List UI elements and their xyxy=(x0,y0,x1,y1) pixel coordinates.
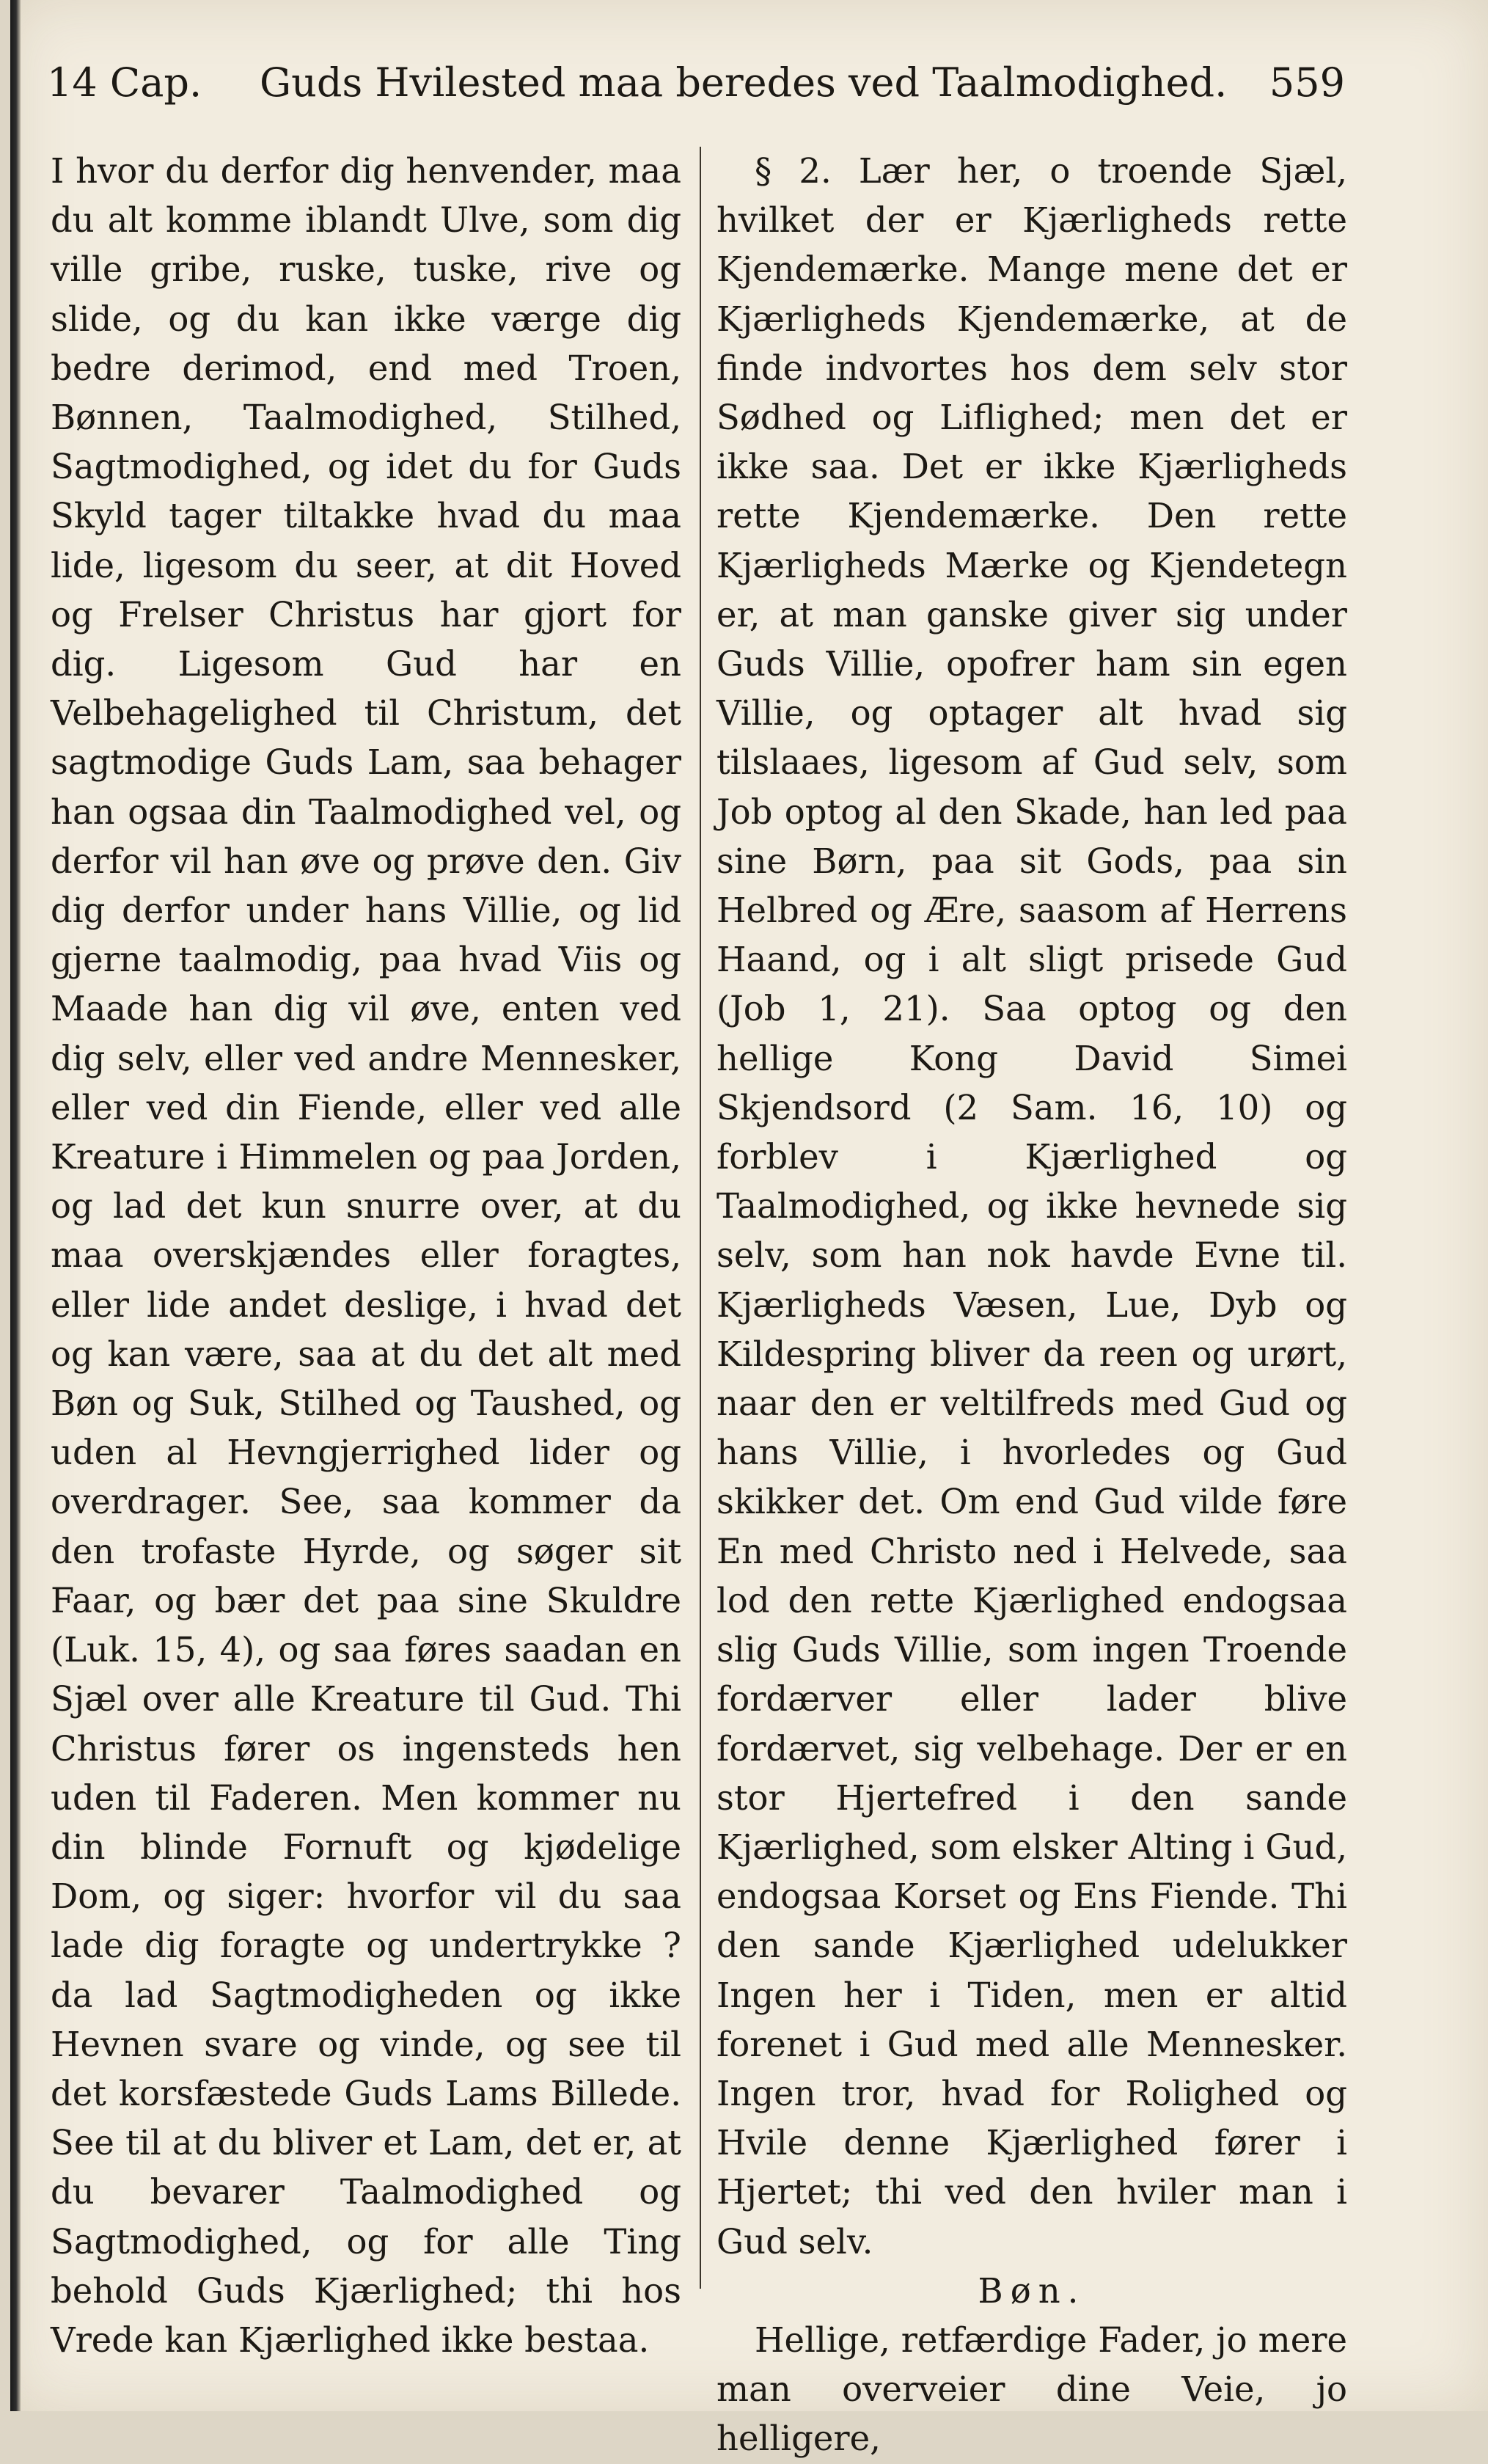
prayer-heading: Bøn. xyxy=(978,2270,1086,2311)
running-header xyxy=(47,50,1345,116)
left-column-paragraph: I hvor du derfor dig henvender, maa du alt komme iblandt Ulve, som dig ville gribe, ruske, tuske, rive og slide, og du kan ikke værge dig bedre derimod, end med Troen, Bønnen, Taalmodighed, Stilhed, Sagtmodighed, og idet du for Guds Skyld tager tiltakke hvad du maa lide, ligesom du seer, at dit Hoved og Frelser Christus har gjort for dig. Ligesom Gud har en Velbehagelighed til Christum, det sagtmodige Guds Lam, saa behager han ogsaa din Taalmodighed vel, og derfor vil han øve og prøve den. Giv dig derfor under hans Villie, og lid gjerne taalmodig, paa hvad Viis og Maade han dig vil øve, enten ved dig selv, eller ved andre Mennesker, eller ved din Fiende, eller ved alle Kreature i Himmelen og paa Jorden, og lad det kun snurre over, at du maa overskjændes eller foragtes, eller lide andet deslige, i hvad det og kan være, saa at du det alt med Bøn og Suk, Stilhed og Taushed, og uden al Hevngjerrighed lider og overdrager. See, saa kommer da den trofaste Hyrde, og søger sit Faar, og bær det paa sine Skuldre (Luk. 15, 4), og saa føres saadan en Sjæl over alle Kreature til Gud. Thi Christus fører os ingensteds hen uden til Faderen. Men kommer nu din blinde Fornuft og kjødelige Dom, og siger: hvorfor vil du saa lade dig foragte og undertrykke ? da lad Sagtmodigheden og ikke Hevnen svare og vinde, og see til det korsfæstede Guds Lams Billede. See til at du bliver et Lam, det er, at du bevarer Taalmodighed og Sagtmodighed, og for alle Ting behold Guds Kjærlighed; thi hos Vrede kan Kjærlighed ikke bestaa. xyxy=(51,151,681,2360)
page-gutter-edge xyxy=(10,0,21,2411)
section-2-paragraph: § 2. Lær her, o troende Sjæl, hvilket der er Kjærligheds rette Kjendemærke. Mange mene det er Kjærligheds Kjendemærke, at de finde indvortes hos dem selv stor Sødhed og Liflighed; men det er ikke saa. Det er ikke Kjærligheds rette Kjendemærke. Den rette Kjærligheds Mærke og Kjendetegn er, at man ganske giver sig under Guds Villie, opofrer ham sin egen Villie, og optager alt hvad sig tilslaaes, ligesom af Gud selv, som Job optog al den Skade, han led paa sine Børn, paa sit Gods, paa sin Helbred og Ære, saasom af Herrens Haand, og i alt sligt prisede Gud (Job 1, 21). Saa optog og den hellige Kong David Simei Skjendsord (2 Sam. 16, 10) og forblev i Kjærlighed og Taalmodighed, og ikke hevnede sig selv, som han nok havde Evne til. Kjærligheds Væsen, Lue, Dyb og Kildespring bliver da reen og urørt, naar den er veltilfreds med Gud og hans Villie, i hvorledes og Gud skikker det. Om end Gud vilde føre En med Christo ned i Helvede, saa lod den rette Kjærlighed endogsaa slig Guds Villie, som ingen Troende fordærver eller lader blive fordærvet, sig velbehage. Der er en stor Hjertefred i den sande Kjærlighed, som elsker Alting i Gud, endogsaa Korset og Ens Fiende. Thi den sande Kjærlighed udelukker Ingen her i Tiden, men er altid forenet i Gud med alle Mennesker. Ingen tror, hvad for Rolighed og Hvile denne Kjærlighed fører i Hjertet; thi ved den hviler man i Gud selv. xyxy=(716,151,1347,2262)
page-number: 559 xyxy=(1269,59,1345,106)
prayer-text: Hellige, retfærdige Fader, jo mere man overveier dine Veie, jo helligere, xyxy=(716,2319,1347,2459)
chapter-label: 14 Cap. xyxy=(47,59,202,106)
running-title: Guds Hvilested maa beredes ved Taalmodighed. xyxy=(260,59,1228,106)
column-divider xyxy=(700,147,701,2289)
left-column xyxy=(51,147,681,2360)
right-column xyxy=(716,147,1347,2459)
book-page xyxy=(10,0,1488,2459)
